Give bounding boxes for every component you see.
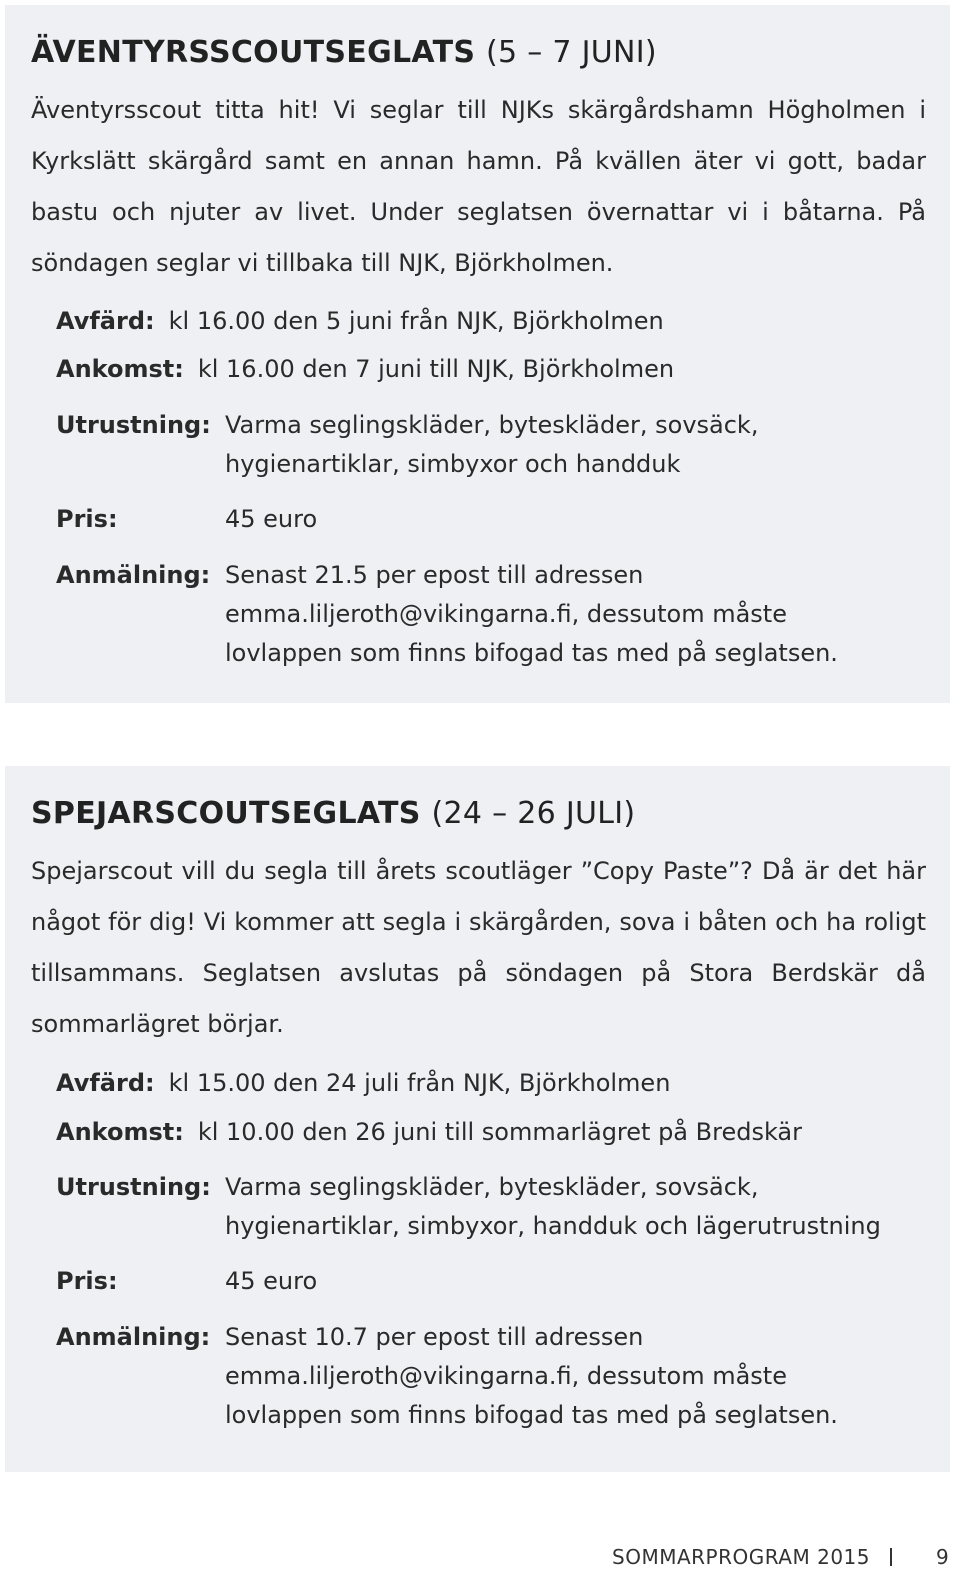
departure-value: kl 15.00 den 24 juli från NJK, Björkholmen	[168, 1069, 671, 1097]
event-title-dates: (24 – 26 JULI)	[431, 796, 636, 831]
arrival-label: Ankomst:	[56, 355, 184, 383]
arrival-value: kl 16.00 den 7 juni till NJK, Björkholmen	[197, 355, 675, 383]
price-value: 45 euro	[225, 1267, 318, 1295]
departure-value: kl 16.00 den 5 juni från NJK, Björkholmen	[168, 307, 664, 335]
page-number: 9	[936, 1545, 949, 1569]
event-title	[31, 35, 657, 71]
arrival-label: Ankomst:	[56, 1118, 184, 1146]
equipment-label: Utrustning:	[56, 1173, 211, 1201]
price-label: Pris:	[56, 1267, 118, 1295]
equipment-label: Utrustning:	[56, 411, 211, 439]
arrival-row	[56, 1113, 802, 1152]
event-intro: Spejarscout vill du segla till årets scoutläger ”Copy Paste”? Då är det här något för dig! Vi kommer att segla i skärgården, sova i båten och ha roligt tillsammans. Seglatsen avslutas på söndagen på Stora Berdskär då sommarlägret börjar.	[31, 857, 926, 1038]
price-label: Pris:	[56, 505, 118, 533]
event-title-name: SPEJARSCOUTSEGLATS	[31, 796, 421, 831]
equipment-value: Varma seglingskläder, byteskläder, sovsäck, hygienartiklar, simbyxor, handduk och lägerutrustning	[225, 1173, 881, 1240]
registration-value: Senast 10.7 per epost till adressen emma.liljeroth@vikingarna.fi, dessutom måste lovlappen som finns bifogad tas med på seglatsen.	[225, 1323, 838, 1429]
registration-label: Anmälning:	[56, 1323, 211, 1351]
departure-label: Avfärd:	[56, 1069, 155, 1097]
event-intro: Äventyrsscout titta hit! Vi seglar till NJKs skärgårdshamn Högholmen i Kyrkslätt skärgård samt en annan hamn. På kvällen äter vi gott, badar bastu och njuter av livet. Under seglatsen övernattar vi i båtarna. På söndagen seglar vi tillbaka till NJK, Björkholmen.	[31, 96, 926, 277]
departure-label: Avfärd:	[56, 307, 155, 335]
footer-program: SOMMARPROGRAM 2015	[612, 1545, 871, 1569]
departure-row	[56, 302, 664, 341]
price-value: 45 euro	[225, 505, 318, 533]
event-title-name: ÄVENTYRSSCOUTSEGLATS	[31, 35, 476, 70]
arrival-row	[56, 350, 674, 389]
event-panel-aventyrsscout	[5, 5, 950, 703]
footer-divider	[890, 1548, 892, 1566]
equipment-value: Varma seglingskläder, byteskläder, sovsäck, hygienartiklar, simbyxor och handduk	[225, 411, 759, 478]
registration-value: Senast 21.5 per epost till adressen emma.liljeroth@vikingarna.fi, dessutom måste lovlappen som finns bifogad tas med på seglatsen.	[225, 561, 838, 667]
event-panel-spejarscout	[5, 766, 950, 1472]
event-title	[31, 796, 635, 832]
event-title-dates: (5 – 7 JUNI)	[486, 35, 657, 70]
arrival-value: kl 10.00 den 26 juni till sommarlägret på Bredskär	[197, 1118, 802, 1146]
registration-label: Anmälning:	[56, 561, 211, 589]
departure-row	[56, 1064, 670, 1103]
